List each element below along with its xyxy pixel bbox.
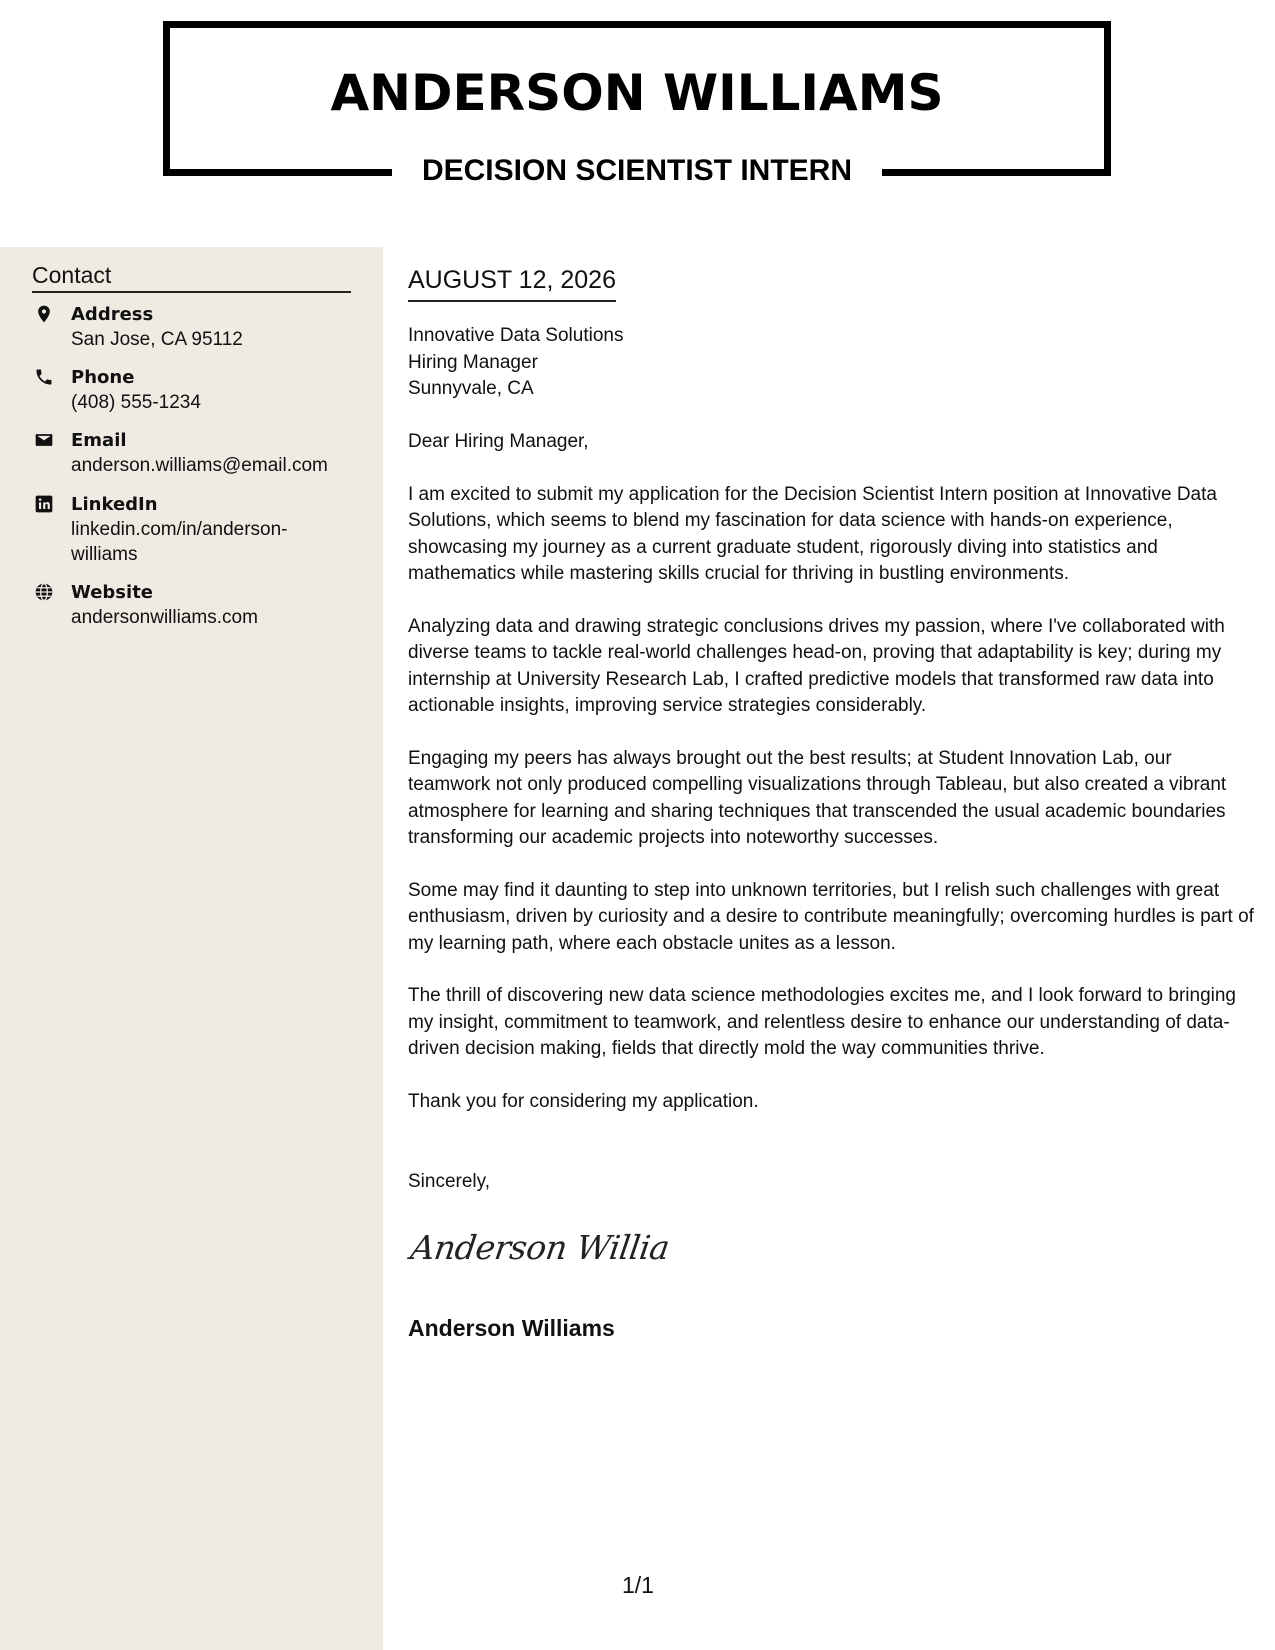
- contact-label: Website: [71, 582, 154, 603]
- handwritten-signature: Anderson Willia: [408, 1228, 672, 1267]
- body-paragraph: Engaging my peers has always brought out the best results; at Student Innovation Lab, our teamwork not only produced compelling visualizations through Tableau, but also created a vibrant atmosphere for learning and sharing techniques that transcended the usual academic boundaries transforming our academic projects into noteworthy successes.: [408, 747, 1227, 848]
- globe-icon: [34, 582, 54, 602]
- recipient-location: Sunnyvale, CA: [408, 378, 534, 399]
- contact-label: Email: [71, 430, 127, 451]
- letter-body: [408, 429, 1254, 1141]
- applicant-name: ANDERSON WILLIAMS: [330, 64, 944, 122]
- body-paragraph: Thank you for considering my application.: [408, 1090, 759, 1112]
- recipient-company: Innovative Data Solutions: [408, 325, 624, 346]
- recipient-block: [408, 323, 908, 403]
- letter-date: AUGUST 12, 2026: [408, 264, 616, 302]
- phone-icon: [34, 367, 54, 387]
- page-number: 1/1: [622, 1572, 654, 1598]
- body-paragraph: The thrill of discovering new data science methodologies excites me, and I look forward to bringing my insight, commitment to teamwork, and relentless desire to enhance our understanding of data-driven decision making, fields that directly mold the way communities thrive.: [408, 985, 1236, 1059]
- salutation: Dear Hiring Manager,: [408, 431, 589, 452]
- envelope-icon: [34, 430, 54, 450]
- recipient-role: Hiring Manager: [408, 351, 538, 373]
- body-paragraph: I am excited to submit my application for the Decision Scientist Intern position at Innovative Data Solutions, which seems to blend my fascination for data science with hands-on experience, showcasing my journey as a current graduate student, rigorously diving into statistics and mathematics while mastering skills crucial for thriving in bustling environments.: [408, 483, 1217, 584]
- body-paragraph: Some may find it daunting to step into unknown territories, but I relish such challenges with great enthusiasm, driven by curiosity and a desire to contribute meaningfully; overcoming hurdles is part of my learning path, where each obstacle unites as a lesson.: [408, 879, 1254, 954]
- contact-value: (408) 555-1234: [71, 392, 201, 413]
- contact-value: andersonwilliams.com: [71, 607, 258, 628]
- contact-label: LinkedIn: [71, 494, 158, 515]
- contact-heading: Contact: [32, 260, 351, 293]
- contact-value: San Jose, CA 95112: [71, 329, 243, 350]
- closing: Sincerely,: [408, 1171, 491, 1192]
- location-pin-icon: [34, 304, 54, 324]
- contact-value: linkedin.com/in/anderson-williams: [71, 519, 288, 565]
- contact-label: Address: [71, 304, 154, 325]
- signer-name: Anderson Williams: [408, 1315, 615, 1341]
- body-paragraph: Analyzing data and drawing strategic conclusions drives my passion, where I've collaborated with diverse teams to tackle real-world challenges head-on, proving that adaptability is key; during my internship at University Research Lab, I crafted predictive models that transformed raw data into actionable insights, improving service strategies considerably.: [408, 615, 1225, 716]
- contact-value: anderson.williams@email.com: [71, 455, 328, 476]
- linkedin-icon: [34, 494, 54, 514]
- contact-label: Phone: [71, 367, 135, 388]
- job-title: DECISION SCIENTIST INTERN: [421, 154, 853, 187]
